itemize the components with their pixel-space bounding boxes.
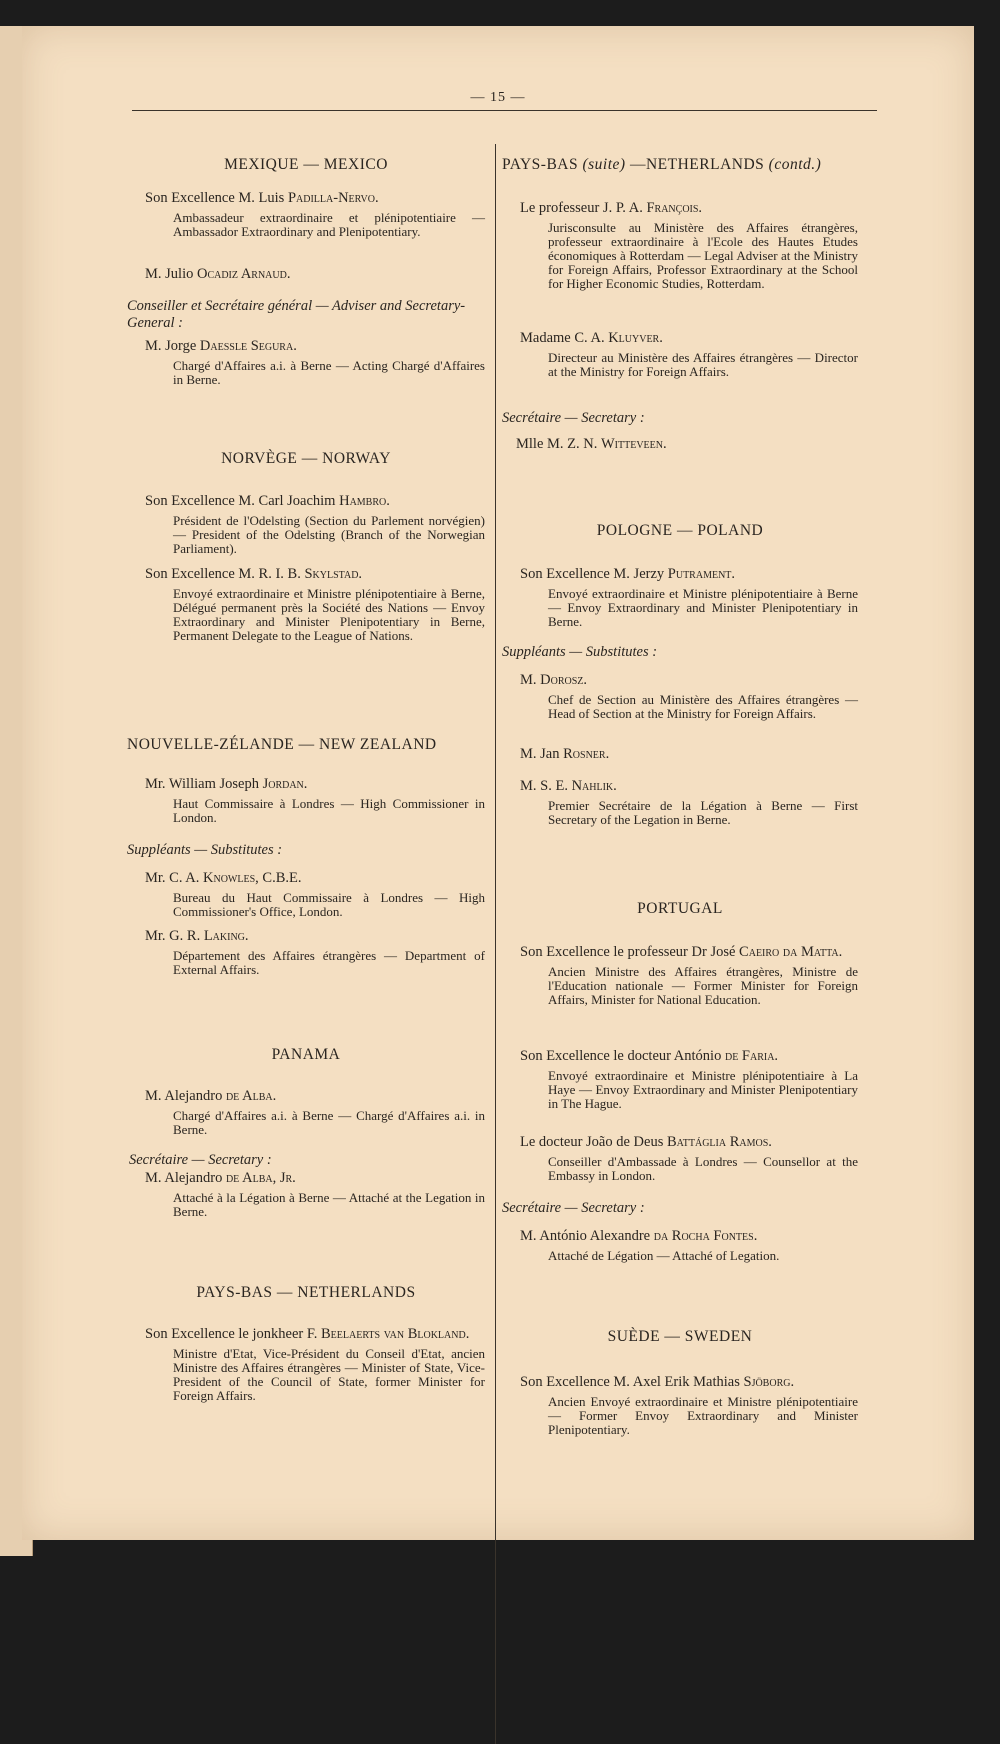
person-description: Ministre d'Etat, Vice-Président du Conseil d'Etat, ancien Ministre des Affaires étrangères — Minister of State, Vice-President of the Council of State, former Minister for Foreign Affairs.	[173, 1346, 485, 1403]
entry-knowles	[127, 870, 485, 919]
entry-rosner	[502, 746, 858, 763]
column-divider	[495, 144, 496, 1744]
person-name: Madame C. A. Kluyver.	[520, 330, 663, 346]
person-description: Jurisconsulte au Ministère des Affaires étrangères, professeur extraordinaire à l'Ecole des Hautes Etudes économiques à Rotterdam — Legal Adviser at the Ministry for Foreign Affairs, Professor Extraordinary at the School for Higher Economic Studies, Rotterdam.	[548, 220, 858, 291]
person-name: Le professeur J. P. A. François.	[520, 200, 703, 216]
entry-putrament	[502, 566, 858, 629]
person-name: Son Excellence le professeur Dr José Caeiro da Matta.	[520, 944, 843, 960]
section-heading: PORTUGAL	[637, 900, 723, 917]
person-name: Mr. G. R. Laking.	[145, 928, 249, 944]
entry-hambro	[127, 493, 485, 556]
person-description: Attaché à la Légation à Berne — Attaché at the Legation in Berne.	[173, 1190, 485, 1219]
person-name: M. Alejandro de Alba, Jr.	[145, 1170, 296, 1186]
person-description: Haut Commissaire à Londres — High Commissioner in London.	[173, 796, 485, 825]
entry-de-alba-jr	[127, 1170, 485, 1219]
role-label: Suppléants — Substitutes :	[127, 842, 283, 858]
entry-nahlik	[502, 778, 858, 827]
section-norway	[127, 450, 485, 468]
section-poland	[502, 522, 858, 540]
entry-francois	[502, 200, 858, 291]
person-name: Mr. C. A. Knowles, C.B.E.	[145, 870, 302, 886]
section-sweden	[502, 1328, 858, 1346]
entry-sjoborg	[502, 1374, 858, 1437]
entry-jordan	[127, 776, 485, 825]
entry-kluyver	[502, 330, 858, 379]
person-name: Le docteur João de Deus Battáglia Ramos.	[520, 1134, 772, 1150]
section-netherlands-contd	[502, 156, 858, 174]
person-description: Ambassadeur extraordinaire et plénipotentiaire — Ambassador Extraordinary and Plenipotentiary.	[173, 210, 485, 239]
entry-dorosz	[502, 672, 858, 721]
person-description: Président de l'Odelsting (Section du Parlement norvégien) — President of the Odelsting (Branch of the Norwegian Parliament).	[173, 513, 485, 556]
person-description: Ancien Envoyé extraordinaire et Ministre plénipotentiaire — Former Envoy Extraordinary and Minister Plenipotentiary.	[548, 1394, 858, 1437]
entry-caeiro-da-matta	[502, 944, 858, 1007]
entry-laking	[127, 928, 485, 977]
role-label: Suppléants — Substitutes :	[502, 644, 658, 660]
section-heading: PANAMA	[271, 1046, 341, 1063]
section-heading: NOUVELLE-ZÉLANDE — NEW ZEALAND	[127, 736, 437, 753]
section-heading: NORVÈGE — NORWAY	[221, 450, 391, 467]
person-name: Son Excellence M. Axel Erik Mathias Sjöborg.	[520, 1374, 795, 1390]
person-description: Envoyé extraordinaire et Ministre plénipotentiaire à Berne — Envoy Extraordinary and Minister Plenipotentiary in Berne.	[548, 586, 858, 629]
person-description: Attaché de Légation — Attaché of Legation.	[548, 1248, 780, 1263]
person-name: Son Excellence M. Jerzy Putrament.	[520, 566, 736, 582]
person-description: Conseiller d'Ambassade à Londres — Counsellor at the Embassy in London.	[548, 1154, 858, 1183]
person-name: M. Alejandro de Alba.	[145, 1088, 277, 1104]
person-name: Son Excellence le docteur António de Faria.	[520, 1048, 779, 1064]
entry-witteveen	[502, 436, 858, 453]
entry-da-rocha-fontes	[502, 1228, 858, 1263]
section-netherlands	[127, 1284, 485, 1302]
role-label: Secrétaire — Secretary :	[502, 410, 645, 426]
section-new-zealand	[127, 736, 485, 754]
page-number: — 15 —	[470, 90, 526, 105]
person-description: Chef de Section au Ministère des Affaires étrangères — Head of Section at the Ministry for Foreign Affairs.	[548, 692, 858, 721]
section-heading: POLOGNE — POLAND	[596, 522, 764, 539]
entry-padilla-nervo	[127, 190, 485, 239]
section-heading: PAYS-BAS (suite) —NETHERLANDS (contd.)	[502, 156, 822, 173]
person-name: M. Jorge Daessle Segura.	[145, 338, 297, 354]
section-portugal	[502, 900, 858, 918]
person-name: Son Excellence M. R. I. B. Skylstad.	[145, 566, 363, 582]
person-description: Bureau du Haut Commissaire à Londres — High Commissioner's Office, London.	[173, 890, 485, 919]
person-name: M. António Alexandre da Rocha Fontes.	[520, 1228, 758, 1244]
person-name: Son Excellence M. Luis Padilla-Nervo.	[145, 190, 379, 206]
person-description: Directeur au Ministère des Affaires étrangères — Director at the Ministry for Foreign Affairs.	[548, 350, 858, 379]
person-name: Mlle M. Z. N. Witteveen.	[516, 436, 667, 452]
person-description: Envoyé extraordinaire et Ministre plénipotentiaire à Berne, Délégué permanent près la Société des Nations — Envoy Extraordinary and Minister Plenipotentiary in Berne, Permanent Delegate to the League of Nations.	[173, 586, 485, 643]
person-name: M. Jan Rosner.	[520, 746, 610, 762]
person-name: M. S. E. Nahlik.	[520, 778, 617, 794]
person-description: Chargé d'Affaires a.i. à Berne — Chargé d'Affaires a.i. in Berne.	[173, 1108, 485, 1137]
section-mexico	[127, 156, 485, 174]
section-heading: PAYS-BAS — NETHERLANDS	[196, 1284, 416, 1301]
entry-daessle-segura	[127, 338, 485, 387]
entry-ocadiz-arnaud	[127, 266, 485, 283]
section-heading: MEXIQUE — MEXICO	[224, 156, 388, 173]
entry-beelaerts	[127, 1326, 485, 1403]
entry-de-faria	[502, 1048, 858, 1111]
person-description: Département des Affaires étrangères — Department of External Affairs.	[173, 948, 485, 977]
entry-battaglia-ramos	[502, 1134, 858, 1183]
person-name: M. Julio Ocadiz Arnaud.	[145, 266, 291, 282]
entry-de-alba	[127, 1088, 485, 1137]
section-heading: SUÈDE — SWEDEN	[607, 1328, 753, 1345]
document-page	[22, 26, 974, 1540]
role-label: Secrétaire — Secretary :	[129, 1152, 272, 1168]
role-label: Secrétaire — Secretary :	[502, 1200, 645, 1216]
section-panama	[127, 1046, 485, 1064]
role-label: Conseiller et Secrétaire général — Adviser and Secretary-General :	[127, 298, 466, 331]
person-name: Son Excellence M. Carl Joachim Hambro.	[145, 493, 390, 509]
person-description: Premier Secrétaire de la Légation à Berne — First Secretary of the Legation in Berne.	[548, 798, 858, 827]
entry-skylstad	[127, 566, 485, 643]
person-name: M. Dorosz.	[520, 672, 588, 688]
person-description: Ancien Ministre des Affaires étrangères, Ministre de l'Education nationale — Former Minister for Foreign Affairs, Minister for National Education.	[548, 964, 858, 1007]
top-rule	[132, 110, 877, 111]
person-name: Son Excellence le jonkheer F. Beelaerts van Blokland.	[145, 1326, 470, 1342]
person-name: Mr. William Joseph Jordan.	[145, 776, 308, 792]
person-description: Chargé d'Affaires a.i. à Berne — Acting Chargé d'Affaires in Berne.	[173, 358, 485, 387]
person-description: Envoyé extraordinaire et Ministre plénipotentiaire à La Haye — Envoy Extraordinary and Minister Plenipotentiary in The Hague.	[548, 1068, 858, 1111]
